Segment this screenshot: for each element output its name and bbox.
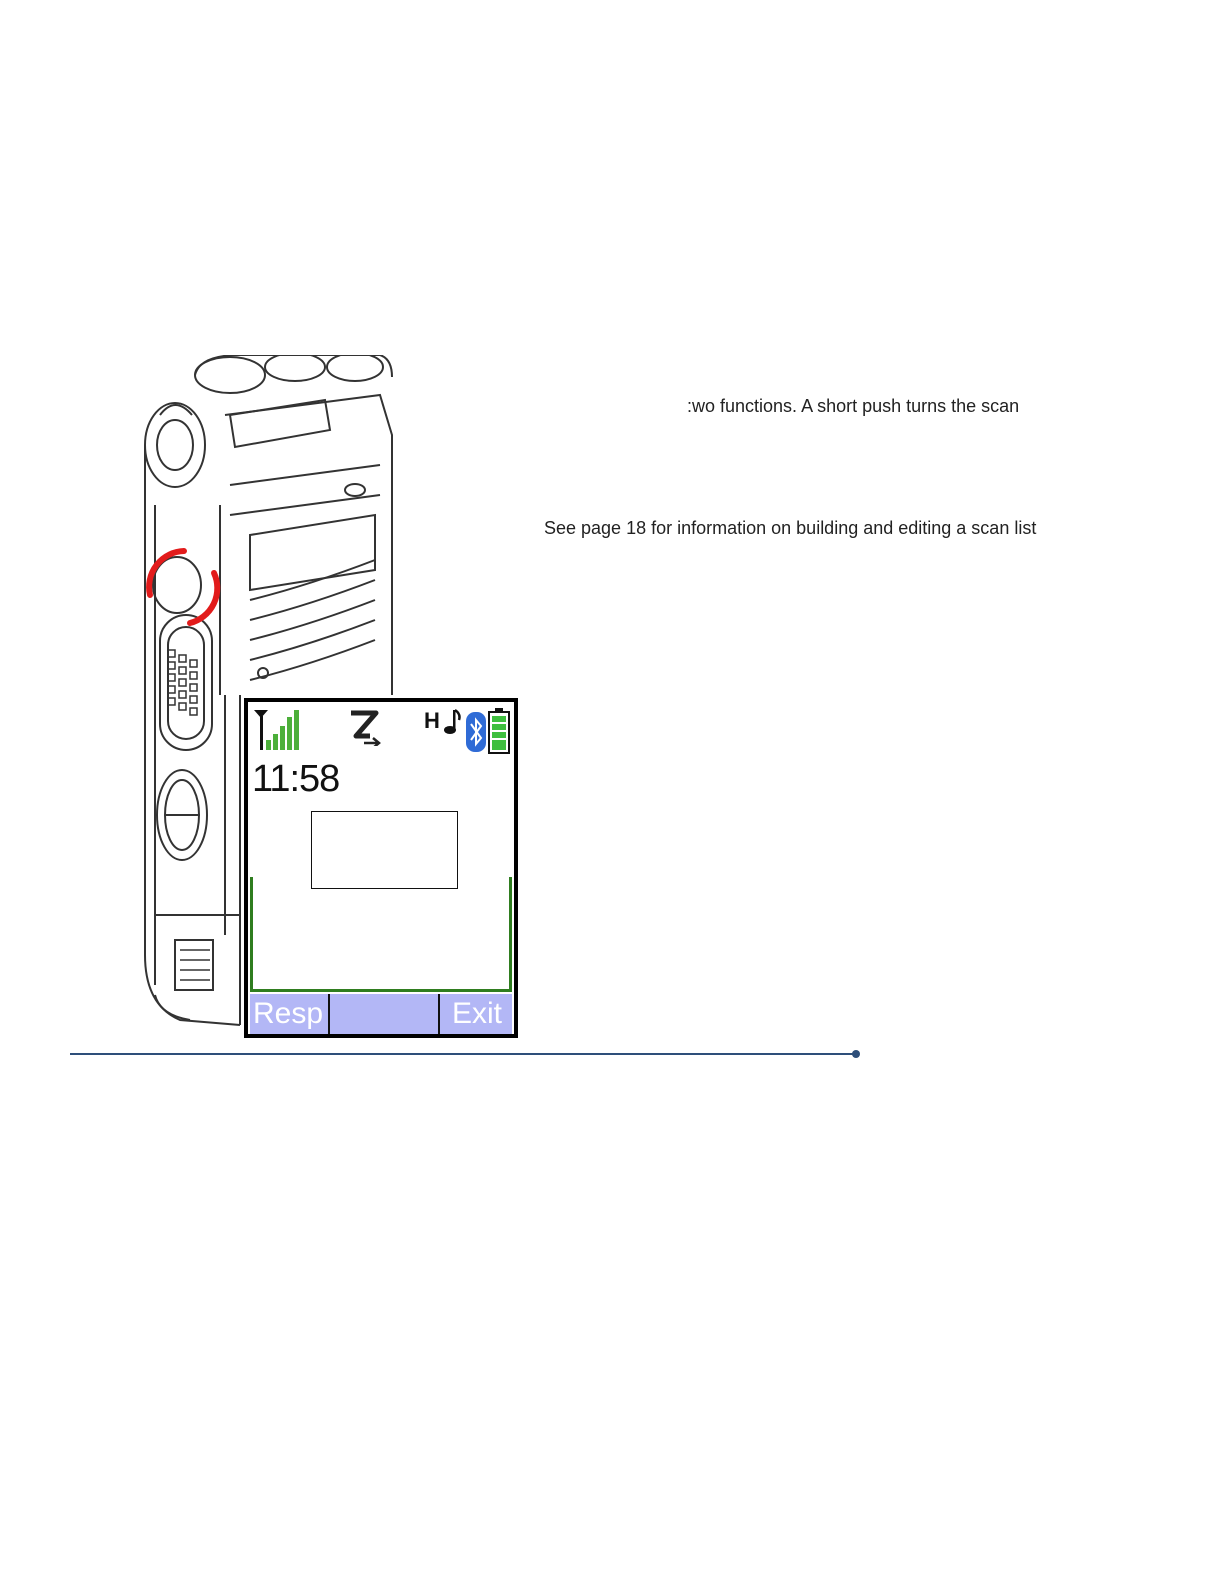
body-text-line-2: See page 18 for information on building and editing a scan list <box>544 518 1037 538</box>
clock-time: 11:58 <box>252 758 340 800</box>
battery-icon <box>488 708 510 754</box>
red-callout-circle <box>140 545 224 629</box>
bluetooth-icon <box>466 712 486 752</box>
softkey-middle[interactable] <box>330 994 440 1034</box>
radio-display <box>244 698 518 1038</box>
softkey-exit[interactable]: Exit <box>452 997 503 1030</box>
zone-z-icon <box>348 710 382 746</box>
green-frame <box>250 877 512 992</box>
section-divider <box>70 1044 865 1064</box>
music-note-icon <box>442 708 462 736</box>
softkey-bar <box>250 994 512 1034</box>
message-box <box>311 811 458 889</box>
body-text-line-1: :wo functions. A short push turns the scan <box>687 396 1020 416</box>
softkey-resp[interactable]: Resp <box>250 994 330 1034</box>
status-bar <box>248 702 514 758</box>
status-letter: H <box>424 708 440 733</box>
signal-strength-icon <box>252 708 302 752</box>
